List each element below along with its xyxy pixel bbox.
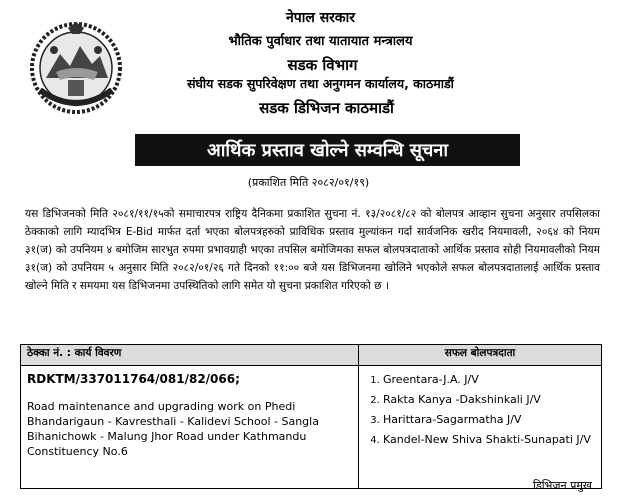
contract-table <box>20 344 602 489</box>
work-description: Road maintenance and upgrading work on Phedi Bhandarigaun - Kavresthali - Kalidevi School - Sangla Bihanichowk - Malung Jhor Road under Kathmandu Constituency No.6 <box>27 400 319 458</box>
ministry-name: भौतिक पुर्वाधार तथा यातायात मन्त्रालय <box>228 34 413 49</box>
bidders-cell <box>359 366 602 489</box>
work-cell <box>21 366 359 489</box>
column-header-contract: ठेक्का नं. : कार्य विवरण <box>21 345 359 366</box>
column-header-bidders: सफल बोलपत्रदाता <box>359 345 602 366</box>
contract-number: RDKTM/337011764/081/82/066; <box>27 372 240 386</box>
govt-name: नेपाल सरकार <box>285 10 355 26</box>
bidder-item: 4. Kandel-New Shiva Shakti-Sunapati J/V <box>383 432 595 447</box>
department-name: सडक विभाग <box>287 56 358 74</box>
division-name: सडक डिभिजन काठमाडौं <box>259 99 394 117</box>
bidder-list <box>363 372 595 447</box>
published-date: (प्रकाशित मिति २०८२/०१/१९) <box>247 176 370 189</box>
notice-title: आर्थिक प्रस्ताव खोल्ने सम्वन्धि सूचना <box>135 134 520 166</box>
office-name: संघीय सडक सुपरिवेक्षण तथा अनुगमन कार्यालय, काठमाडौं <box>187 76 454 91</box>
signature-title: डिभिजन प्रमुख <box>533 479 592 492</box>
bidder-item: 3. Harittara-Sagarmatha J/V <box>383 412 595 427</box>
bidder-item: 2. Rakta Kanya -Dakshinkali J/V <box>383 392 595 407</box>
notice-body: यस डिभिजनको मिति २०८१/११/१५को समाचारपत्र राष्ट्रिय दैनिकमा प्रकाशित सुचना नं. १३/२०८१/८२ को बोलपत्र आव्हान सुचना अनुसार तपसिलका ठेक्काको लागि म्यादभित्र E-Bid मार्फत दर्ता भएका बोलपत्रहरुको प्राविधिक प्रस्ताव मुल्यांकन गर्दा सार्वजनिक खरीद नियमावली, २०६४ को नियम ३१(ज) को उपनियम ४ बमोजिम सारभुत रुपमा प्रभावग्राही भएका तपसिल बमोजिमका सफल बोलपत्रदाताको आर्थिक प्रस्ताव सोही नियमावलीको नियम ३१(ज) को उपनियम ५ अनुसार मिति २०८२/०१/२६ गते दिनको ११:०० बजे यस डिभिजनमा खोलिने भएकोले सफल बोलपत्रदातालाई आर्थिक प्रस्ताव खोल्ने मिति र समयमा यस डिभिजनमा उपस्थितिको लागि समेत यो सुचना प्रकाशित गरिएको छ । <box>25 208 600 292</box>
bidder-item: 1. Greentara-J.A. J/V <box>383 372 595 387</box>
